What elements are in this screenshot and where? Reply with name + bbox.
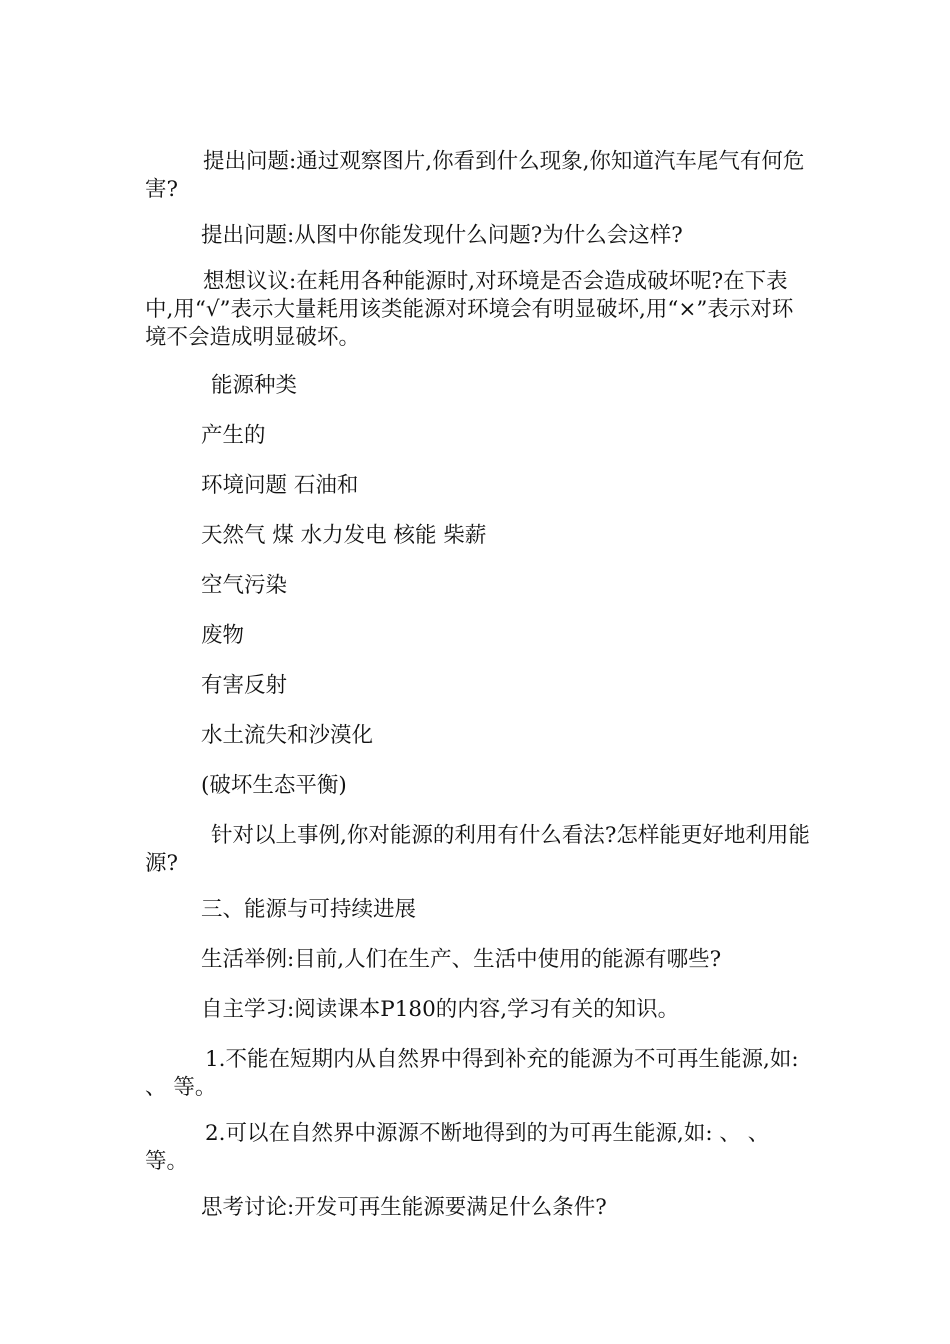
paragraph-question-car-exhaust: 提出问题:通过观察图片,你看到什么现象,你知道汽车尾气有何危害? — [145, 149, 805, 202]
table-line-ecological-balance: (破坏生态平衡) — [201, 773, 347, 798]
table-line-soil-erosion: 水土流失和沙漠化 — [201, 723, 374, 748]
table-line-harmful-radiation: 有害反射 — [201, 673, 288, 698]
paragraph-renewable: 2.可以在自然界中源源不断地得到的为可再生能源,如: 、 、 等。 — [145, 1121, 770, 1174]
paragraph-discussion-conditions: 思考讨论:开发可再生能源要满足什么条件? — [201, 1195, 607, 1220]
paragraph-self-study: 自主学习:阅读课本P180的内容,学习有关的知识。 — [201, 997, 680, 1022]
paragraph-life-example: 生活举例:目前,人们在生产、生活中使用的能源有哪些? — [201, 947, 722, 972]
paragraph-energy-use-view: 针对以上事例,你对能源的利用有什么看法?怎样能更好地利用能源? — [145, 823, 810, 876]
table-line-energy-types: 能源种类 — [211, 373, 298, 398]
section-heading-sustainable: 三、能源与可持续进展 — [201, 897, 417, 922]
paragraph-question-figure: 提出问题:从图中你能发现什么问题?为什么会这样? — [201, 223, 683, 248]
paragraph-think-discuss: 想想议议:在耗用各种能源时,对环境是否会造成破坏呢?在下表中,用“√”表示大量耗用该类能源对环境会有明显破坏,用“×”表示对环境不会造成明显破坏。 — [145, 269, 794, 350]
table-line-waste: 废物 — [201, 623, 245, 648]
table-line-env-issue-oil: 环境问题 石油和 — [201, 473, 359, 498]
table-line-produced: 产生的 — [201, 423, 266, 448]
table-line-energy-list: 天然气 煤 水力发电 核能 柴薪 — [201, 523, 487, 548]
paragraph-nonrenewable: 1.不能在短期内从自然界中得到补充的能源为不可再生能源,如: 、 等。 — [145, 1047, 799, 1100]
table-line-air-pollution: 空气污染 — [201, 573, 288, 598]
